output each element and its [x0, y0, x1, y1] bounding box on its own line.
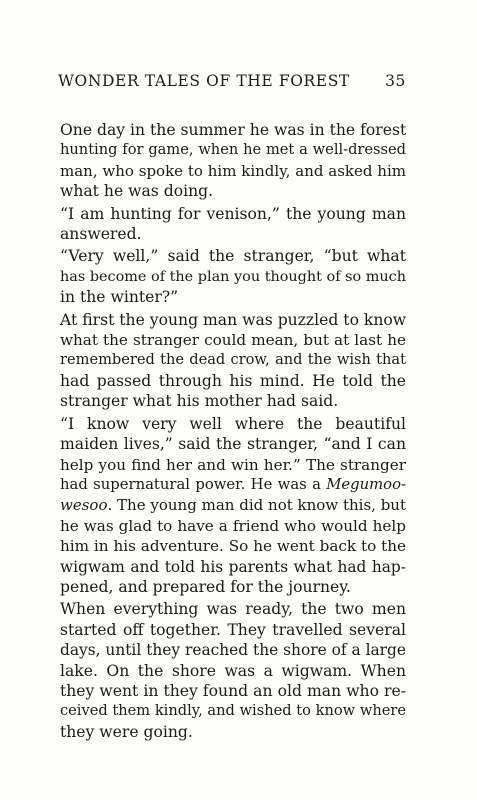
- italic-word: wesoo: [60, 496, 108, 515]
- running-title: WONDER TALES OF THE FOREST: [58, 72, 350, 90]
- text-line: him in his adventure. So he went back to the: [60, 537, 406, 556]
- text-line: they went in they found an old man who re-: [60, 681, 406, 700]
- paragraph: [60, 310, 406, 412]
- text-line: remembered the dead crow, and the wish that: [60, 351, 406, 369]
- text-line: had passed through his mind. He told the: [60, 371, 406, 390]
- italic-word: Megumoo-: [326, 475, 406, 493]
- text-line: days, until they reached the shore of a large: [60, 641, 406, 660]
- text-line: ceived them kindly, and wished to know where: [60, 702, 406, 720]
- text-line: answered.: [60, 225, 142, 244]
- text-line: wigwam and told his parents what had hap-: [60, 557, 406, 576]
- body-text: [60, 120, 406, 744]
- text-line: had supernatural power. He was a Megumoo-: [60, 475, 406, 493]
- paragraph: [60, 599, 406, 742]
- text-line: what the stranger could mean, but at last he: [60, 331, 406, 350]
- page-header: [58, 72, 406, 90]
- text-line: One day in the summer he was in the forest: [60, 121, 407, 139]
- text-line: started off together. They travelled several: [60, 620, 406, 639]
- text-line: When everything was ready, the two men: [60, 600, 406, 619]
- paragraph: [60, 120, 406, 202]
- text-line: maiden lives,” said the stranger, “and I can: [60, 435, 406, 454]
- page-number: 35: [385, 72, 406, 90]
- text-line: hunting for game, when he met a well-dressed: [60, 141, 406, 159]
- text-line: At first the young man was puzzled to know: [60, 310, 407, 329]
- paragraph: [60, 414, 406, 598]
- text-line: has become of the plan you thought of so much: [60, 268, 406, 285]
- paragraph: [60, 204, 406, 245]
- text-line: in the winter?”: [60, 288, 179, 307]
- text-line: help you find her and win her.” The stranger: [60, 455, 406, 474]
- text-line: they were going.: [60, 722, 193, 741]
- text-line: man, who spoke to him kindly, and asked him: [60, 161, 406, 180]
- text-line: stranger what his mother had said.: [60, 392, 339, 411]
- text-line: he was glad to have a friend who would help: [60, 516, 406, 535]
- text-line: what he was doing.: [60, 182, 214, 201]
- text-line: “I know very well where the beautiful: [60, 414, 406, 433]
- paragraph: [60, 246, 406, 307]
- text-line: wesoo. The young man did not know this, but: [60, 496, 406, 515]
- text-line: “I am hunting for venison,” the young man: [60, 204, 406, 223]
- text-line: “Very well,” said the stranger, “but what: [60, 247, 406, 266]
- text-line: pened, and prepared for the journey.: [60, 577, 351, 596]
- text-line: lake. On the shore was a wigwam. When: [60, 661, 406, 680]
